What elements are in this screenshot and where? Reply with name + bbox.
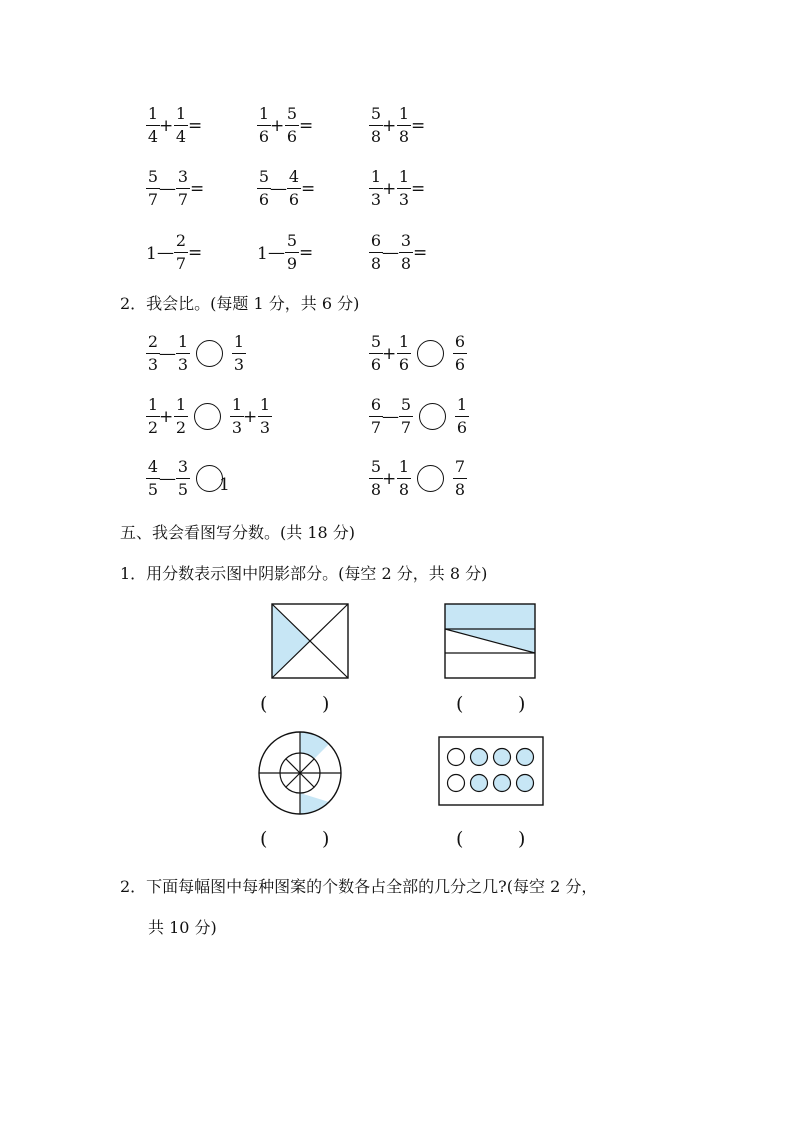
fraction-a [146, 397, 160, 438]
numerator: 1 [147, 104, 159, 123]
numerator: 5 [147, 167, 159, 186]
operator: + [382, 179, 397, 199]
numerator: 1 [398, 457, 410, 476]
figure-square-diagonals [271, 603, 349, 679]
denominator: 3 [231, 418, 243, 437]
operator: — [268, 243, 285, 263]
numerator: 1 [175, 395, 187, 414]
compare-circle [194, 403, 221, 430]
fraction-bar [257, 125, 271, 126]
fraction-bar [285, 125, 299, 126]
denominator: 6 [258, 190, 270, 209]
denominator: 7 [400, 418, 412, 437]
fraction-bar [146, 353, 160, 354]
numerator: 4 [147, 457, 159, 476]
fraction-b [176, 459, 190, 500]
operator: + [382, 469, 397, 489]
fraction-bar [287, 188, 301, 189]
denominator: 4 [175, 127, 187, 146]
operator: — [270, 179, 287, 199]
whole-number: 1 [219, 475, 230, 495]
denominator: 7 [175, 254, 187, 273]
figure-circle-sectors [257, 730, 343, 816]
equals-sign: = [190, 179, 205, 199]
equals-sign: = [411, 179, 426, 199]
denominator: 7 [370, 418, 382, 437]
fraction-bar [397, 478, 411, 479]
fraction-a [146, 106, 160, 147]
operator: + [382, 344, 397, 364]
fraction-b [397, 169, 411, 210]
denominator: 3 [370, 190, 382, 209]
answer-paren-open-4: ( [456, 828, 464, 850]
fraction-bar [174, 252, 188, 253]
equals-sign: = [299, 243, 314, 263]
answer-paren-close-2: ) [518, 693, 526, 715]
numerator: 7 [454, 457, 466, 476]
fraction-a [369, 397, 383, 438]
numerator: 4 [288, 167, 300, 186]
numerator: 1 [231, 395, 243, 414]
fraction-b [174, 106, 188, 147]
equals-sign: = [413, 243, 428, 263]
numerator: 2 [147, 332, 159, 351]
numerator: 5 [370, 457, 382, 476]
fraction-bar [369, 416, 383, 417]
denominator: 9 [286, 254, 298, 273]
fraction-bar [257, 188, 271, 189]
fraction-b [397, 334, 411, 375]
denominator: 2 [175, 418, 187, 437]
denominator: 6 [454, 355, 466, 374]
numerator: 2 [175, 231, 187, 250]
denominator: 3 [398, 190, 410, 209]
fraction-result-b [258, 397, 272, 438]
numerator: 3 [177, 167, 189, 186]
denominator: 3 [147, 355, 159, 374]
operator: + [159, 116, 174, 136]
fraction-bar [174, 416, 188, 417]
numerator: 1 [147, 395, 159, 414]
fraction-a [146, 169, 160, 210]
fraction-b [174, 397, 188, 438]
fraction-bar [455, 416, 469, 417]
equals-sign: = [411, 116, 426, 136]
fraction-b [399, 233, 413, 274]
denominator: 7 [147, 190, 159, 209]
denominator: 5 [177, 480, 189, 499]
fraction-bar [399, 416, 413, 417]
fraction-b [176, 334, 190, 375]
numerator: 1 [398, 104, 410, 123]
operator: + [159, 407, 174, 427]
denominator: 3 [233, 355, 245, 374]
operator: — [382, 243, 399, 263]
denominator: 8 [370, 254, 382, 273]
fraction-bar [176, 188, 190, 189]
denominator: 6 [258, 127, 270, 146]
fraction-result [232, 334, 246, 375]
numerator: 6 [454, 332, 466, 351]
numerator: 5 [286, 104, 298, 123]
denominator: 6 [456, 418, 468, 437]
fraction-bar [230, 416, 244, 417]
equals-sign: = [299, 116, 314, 136]
fraction-bar [285, 252, 299, 253]
fraction-b [397, 106, 411, 147]
numerator: 6 [370, 231, 382, 250]
denominator: 8 [398, 480, 410, 499]
denominator: 3 [259, 418, 271, 437]
fraction-a [369, 169, 383, 210]
fraction-a [369, 233, 383, 274]
fraction-b [174, 233, 188, 274]
answer-paren-open-1: ( [260, 693, 268, 715]
fraction-result-a [230, 397, 244, 438]
operator: — [159, 344, 176, 364]
operator: — [382, 407, 399, 427]
fraction-bar [369, 188, 383, 189]
fraction-bar [146, 188, 160, 189]
figure-rectangle-strips [444, 603, 536, 679]
fraction-result [453, 334, 467, 375]
denominator: 5 [147, 480, 159, 499]
fraction-b [285, 106, 299, 147]
operator: — [159, 469, 176, 489]
fraction-bar [369, 353, 383, 354]
fraction-bar [176, 353, 190, 354]
denominator: 8 [370, 480, 382, 499]
operator: — [159, 179, 176, 199]
fraction-a [369, 106, 383, 147]
equals-sign: = [188, 116, 203, 136]
fraction-bar [369, 252, 383, 253]
numerator: 1 [398, 167, 410, 186]
fraction-a [369, 334, 383, 375]
fraction-bar [232, 353, 246, 354]
fraction-b [397, 459, 411, 500]
fraction-bar [258, 416, 272, 417]
denominator: 6 [288, 190, 300, 209]
section5-q1-title: 1．用分数表示图中阴影部分。(每空 2 分，共 8 分) [120, 564, 488, 583]
denominator: 8 [398, 127, 410, 146]
fraction-bar [397, 125, 411, 126]
answer-paren-open-2: ( [456, 693, 464, 715]
numerator: 1 [259, 395, 271, 414]
fraction-b [399, 397, 413, 438]
denominator: 2 [147, 418, 159, 437]
section5-title: 五、我会看图写分数。(共 18 分) [120, 523, 356, 542]
fraction-bar [399, 252, 413, 253]
whole-number: 1 [257, 244, 268, 264]
fraction-bar [369, 125, 383, 126]
fraction-result [453, 459, 467, 500]
fraction-bar [453, 478, 467, 479]
denominator: 7 [177, 190, 189, 209]
fraction-b [176, 169, 190, 210]
fraction-b [285, 233, 299, 274]
operator: + [270, 116, 285, 136]
denominator: 3 [177, 355, 189, 374]
fraction-bar [174, 125, 188, 126]
fraction-result [455, 397, 469, 438]
fraction-bar [453, 353, 467, 354]
operator: + [382, 116, 397, 136]
fraction-a [257, 169, 271, 210]
fraction-a [146, 334, 160, 375]
compare-circle [196, 340, 223, 367]
numerator: 1 [456, 395, 468, 414]
denominator: 8 [454, 480, 466, 499]
fraction-bar [146, 125, 160, 126]
answer-paren-close-1: ) [322, 693, 330, 715]
denominator: 4 [147, 127, 159, 146]
numerator: 3 [177, 457, 189, 476]
compare-circle [419, 403, 446, 430]
fraction-b [287, 169, 301, 210]
answer-paren-close-4: ) [518, 828, 526, 850]
numerator: 5 [258, 167, 270, 186]
numerator: 1 [175, 104, 187, 123]
whole-number: 1 [146, 244, 157, 264]
q2-title: 2．我会比。(每题 1 分，共 6 分) [120, 294, 360, 313]
numerator: 1 [370, 167, 382, 186]
equals-sign: = [301, 179, 316, 199]
numerator: 5 [400, 395, 412, 414]
fraction-bar [146, 416, 160, 417]
denominator: 6 [286, 127, 298, 146]
operator: — [157, 243, 174, 263]
fraction-bar [176, 478, 190, 479]
denominator: 6 [398, 355, 410, 374]
section5-q2-title-line2: 共 10 分) [148, 918, 217, 937]
fraction-a [257, 106, 271, 147]
numerator: 3 [400, 231, 412, 250]
numerator: 5 [286, 231, 298, 250]
fraction-a [369, 459, 383, 500]
fraction-bar [397, 353, 411, 354]
compare-circle [417, 465, 444, 492]
denominator: 6 [370, 355, 382, 374]
denominator: 8 [400, 254, 412, 273]
fraction-bar [397, 188, 411, 189]
equals-sign: = [188, 243, 203, 263]
operator: + [243, 407, 258, 427]
numerator: 1 [177, 332, 189, 351]
denominator: 8 [370, 127, 382, 146]
fraction-bar [146, 478, 160, 479]
numerator: 1 [258, 104, 270, 123]
numerator: 1 [398, 332, 410, 351]
fraction-a [146, 459, 160, 500]
answer-paren-open-3: ( [260, 828, 268, 850]
numerator: 6 [370, 395, 382, 414]
section5-q2-title-line1: 2．下面每幅图中每种图案的个数各占全部的几分之几?(每空 2 分， [120, 877, 598, 896]
numerator: 1 [233, 332, 245, 351]
figure-circles-grid [438, 736, 544, 806]
numerator: 5 [370, 332, 382, 351]
numerator: 5 [370, 104, 382, 123]
answer-paren-close-3: ) [322, 828, 330, 850]
fraction-bar [369, 478, 383, 479]
compare-circle [417, 340, 444, 367]
